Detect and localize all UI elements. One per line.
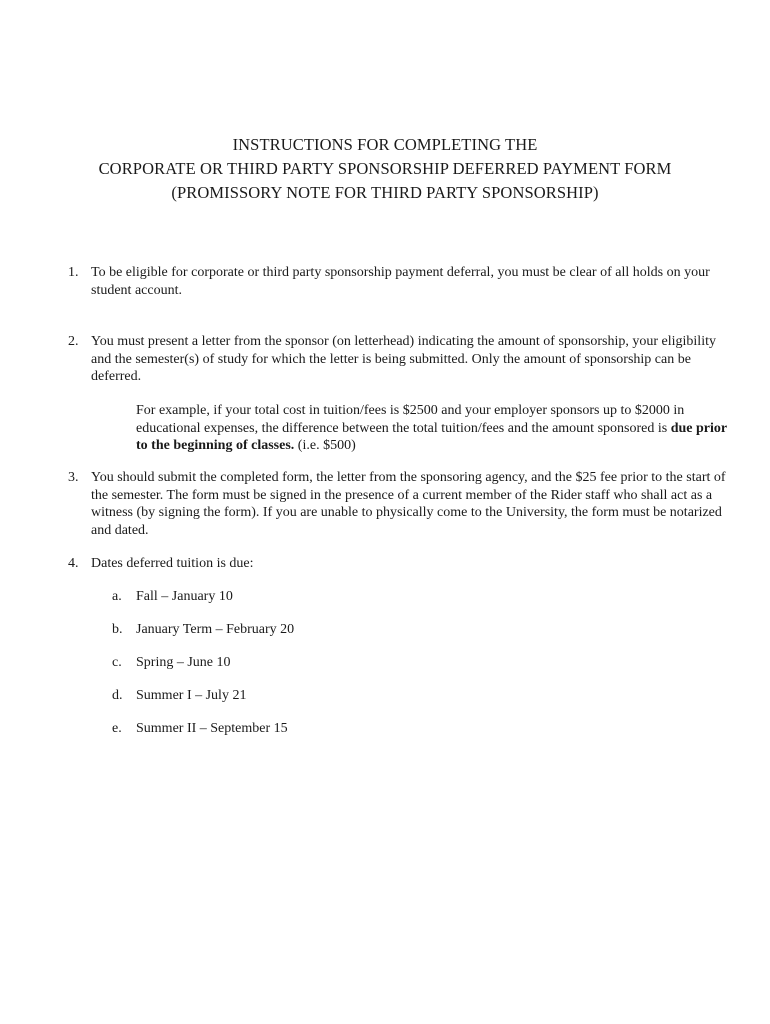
- date-item-text: Summer II – September 15: [136, 721, 288, 736]
- date-item-c: [112, 654, 231, 672]
- date-item-a: [112, 588, 233, 606]
- example-paragraph: [136, 402, 732, 455]
- example-text-after: (i.e. $500): [294, 438, 356, 453]
- item-4-text: Dates deferred tuition is due:: [91, 556, 254, 571]
- date-item-text: January Term – February 20: [136, 622, 295, 637]
- item-3-number: 3.: [68, 470, 79, 485]
- date-item-letter: e.: [112, 721, 122, 736]
- item-1-text: To be eligible for corporate or third party sponsorship payment deferral, you must be clear of all holds on your student account.: [91, 265, 710, 298]
- date-item-letter: c.: [112, 655, 122, 670]
- item-4-number: 4.: [68, 556, 79, 571]
- date-item-text: Fall – January 10: [136, 589, 233, 604]
- date-item-letter: a.: [112, 589, 122, 604]
- example-text-before: For example, if your total cost in tuition/fees is $2500 and your employer sponsors up to $2000 in educational expenses, the difference between the total tuition/fees and the amount sponsored is: [136, 403, 685, 436]
- title-line-1: INSTRUCTIONS FOR COMPLETING THE: [232, 135, 538, 154]
- item-3-text: You should submit the completed form, the letter from the sponsoring agency, and the $25 fee prior to the start of the semester. The form must be signed in the presence of a current member of the Rider staff who shall act as a witness (by signing the form). If you are unable to physically come to the University, the form must be notarized and dated.: [91, 470, 726, 538]
- item-2-text: You must present a letter from the sponsor (on letterhead) indicating the amount of sponsorship, your eligibility and the semester(s) of study for which the letter is being submitted. Only the amount of sponsorship can be deferred.: [91, 334, 716, 384]
- document-title: [0, 133, 770, 205]
- example-text-bold: due prior to the beginning of classes.: [136, 420, 727, 453]
- date-item-letter: b.: [112, 622, 123, 637]
- title-line-3: (PROMISSORY NOTE FOR THIRD PARTY SPONSORSHIP): [171, 183, 599, 202]
- item-1-number: 1.: [68, 265, 79, 280]
- date-item-b: [112, 621, 294, 639]
- item-2-number: 2.: [68, 334, 79, 349]
- date-item-text: Spring – June 10: [136, 655, 231, 670]
- date-item-d: [112, 687, 246, 705]
- date-item-letter: d.: [112, 688, 123, 703]
- date-item-text: Summer I – July 21: [136, 688, 247, 703]
- date-item-e: [112, 720, 288, 738]
- title-line-2: CORPORATE OR THIRD PARTY SPONSORSHIP DEFERRED PAYMENT FORM: [98, 159, 672, 178]
